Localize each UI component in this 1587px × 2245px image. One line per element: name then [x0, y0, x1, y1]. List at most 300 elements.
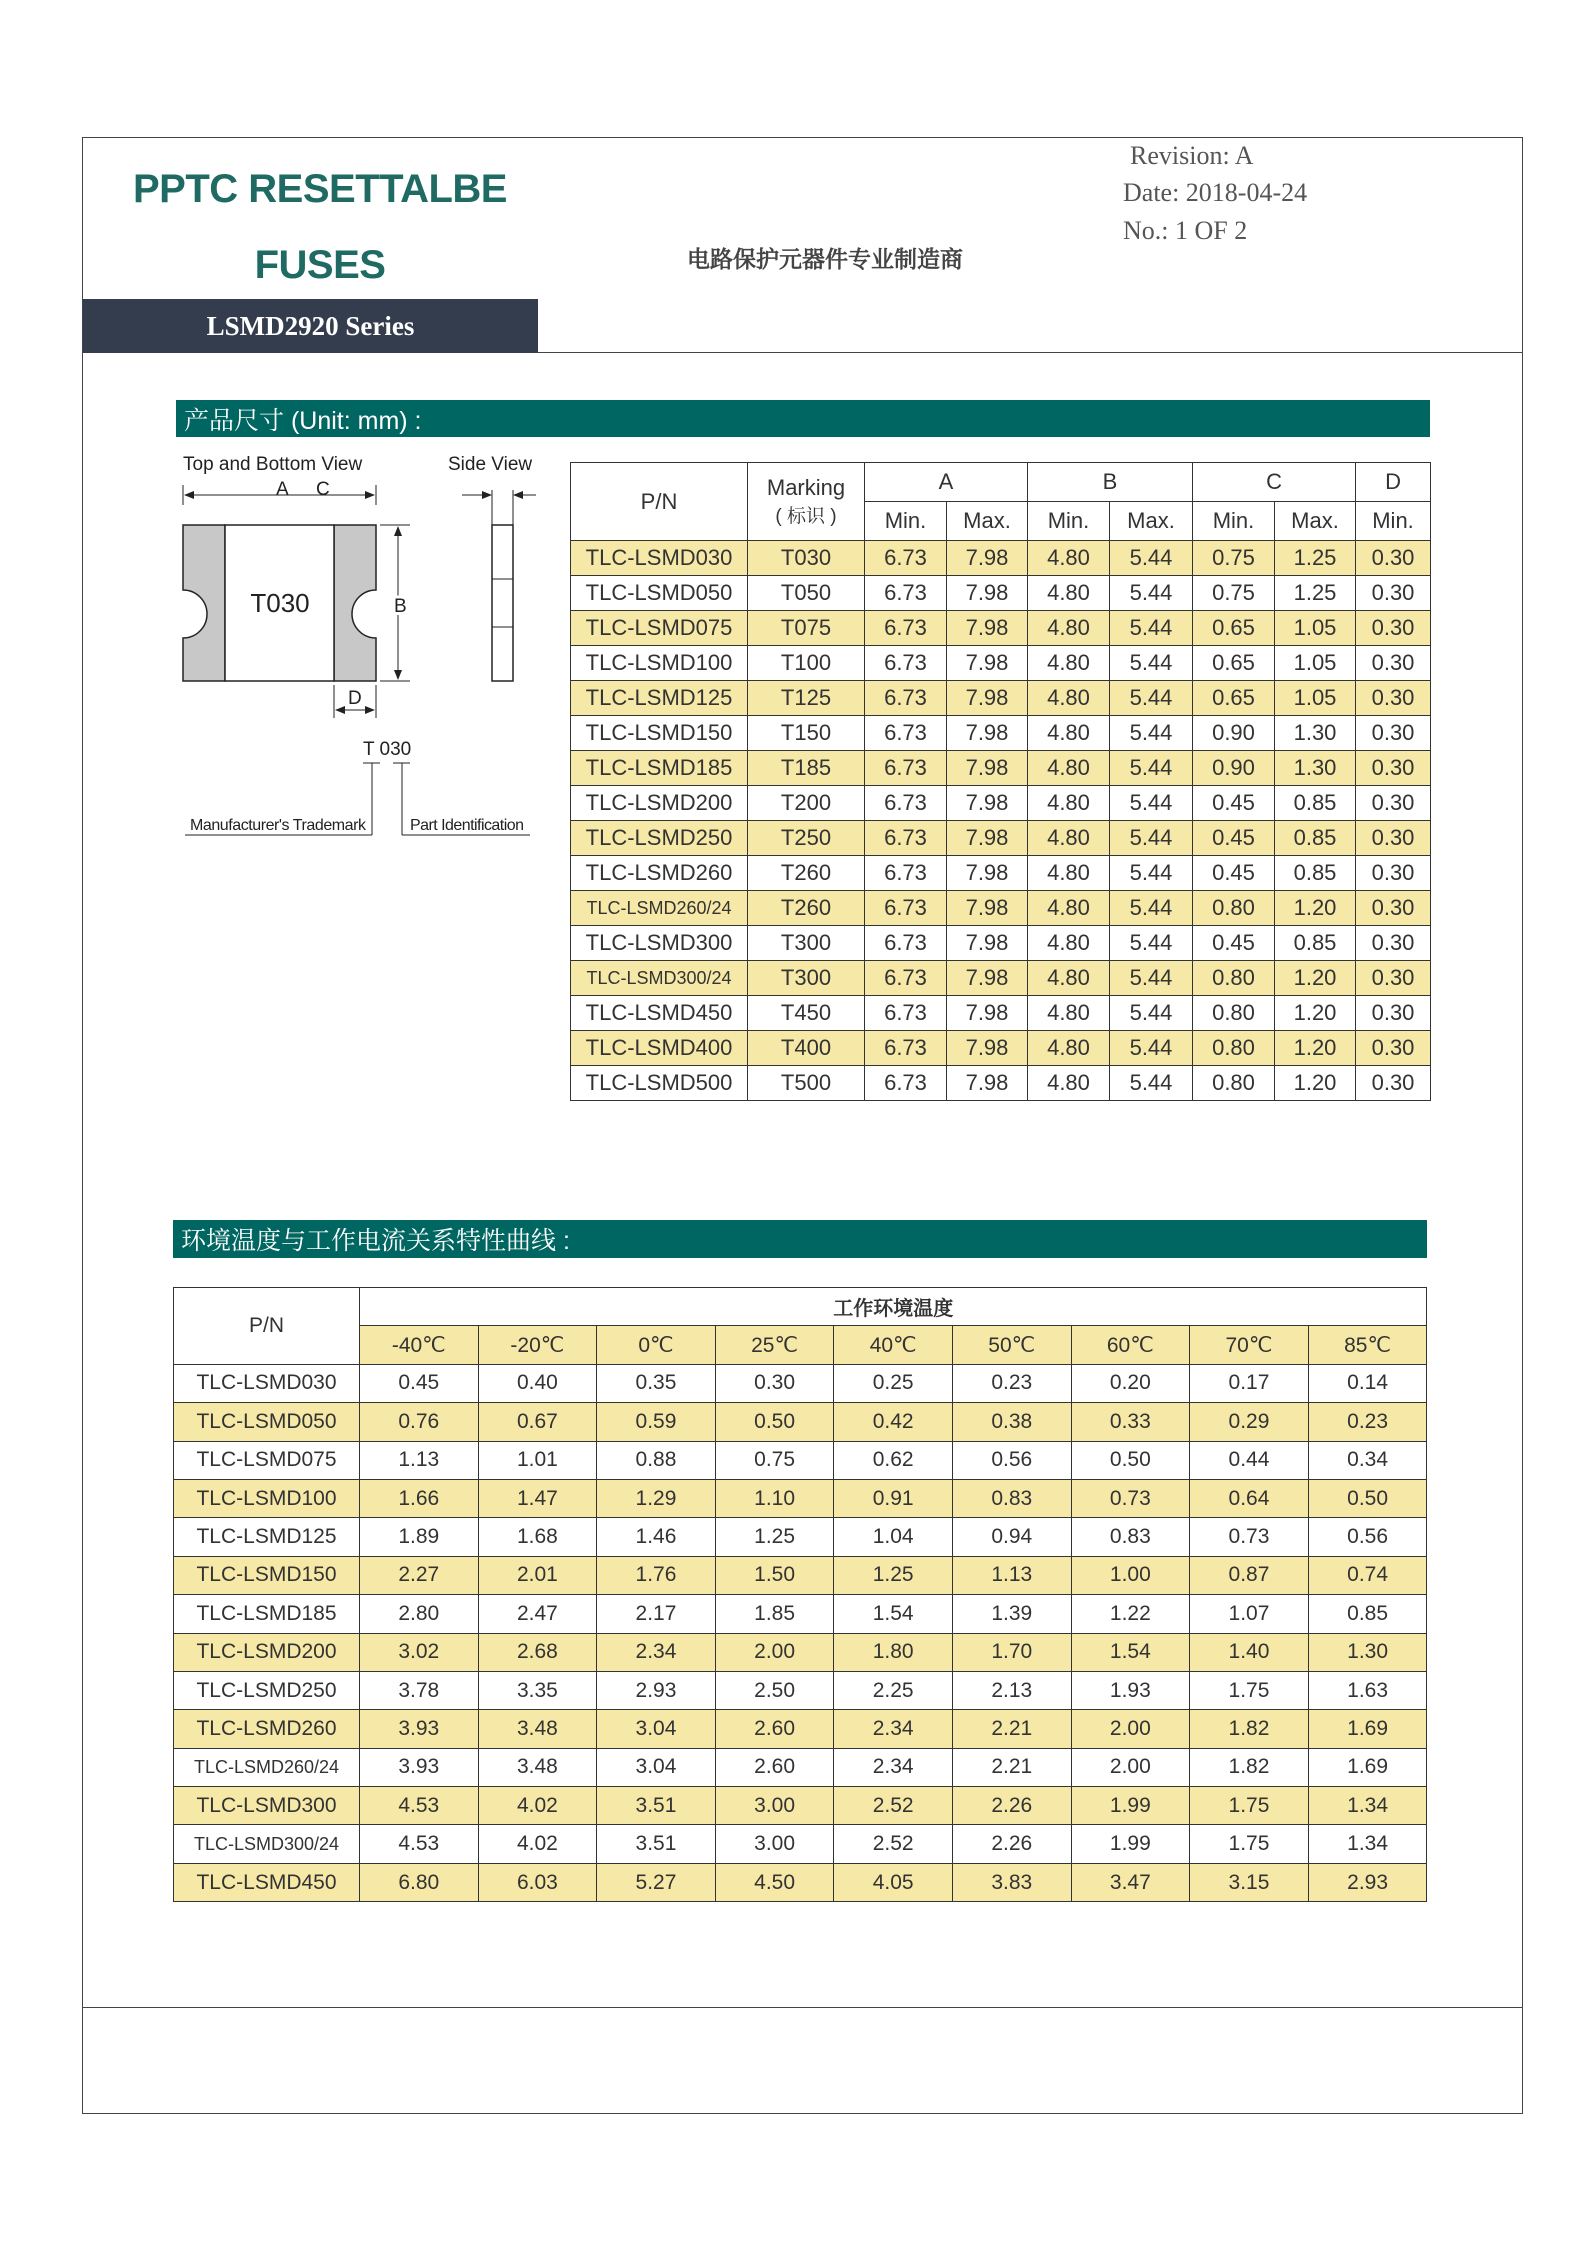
- dimension-cell: 7.98: [947, 996, 1028, 1031]
- temperature-header: 50℃: [952, 1326, 1071, 1364]
- dimension-cell: 6.73: [865, 786, 947, 821]
- dimension-cell: 5.44: [1110, 1031, 1193, 1066]
- side-view-label: Side View: [448, 454, 533, 475]
- dimension-cell: 4.80: [1028, 576, 1110, 611]
- dimension-cell: 0.30: [1356, 891, 1431, 926]
- dimension-cell: 5.44: [1110, 576, 1193, 611]
- doc-title-line1: PPTC RESETTALBE: [132, 167, 507, 211]
- table-row: [571, 611, 1431, 646]
- subheader-2: Min.: [1028, 502, 1110, 541]
- dimension-cell: 1.05: [1275, 681, 1356, 716]
- current-cell: 2.50: [715, 1671, 834, 1709]
- dimension-cell: 5.44: [1110, 996, 1193, 1031]
- dimension-cell: 0.30: [1356, 541, 1431, 576]
- current-cell: 1.10: [715, 1479, 834, 1517]
- current-cell: 1.25: [715, 1518, 834, 1556]
- current-cell: 0.85: [1308, 1595, 1427, 1633]
- current-cell: 0.76: [360, 1403, 479, 1441]
- current-cell: 0.88: [597, 1441, 716, 1479]
- current-cell: 0.33: [1071, 1403, 1190, 1441]
- dimension-cell: 7.98: [947, 1031, 1028, 1066]
- dimension-cell: 1.20: [1275, 996, 1356, 1031]
- current-cell: 1.54: [1071, 1633, 1190, 1671]
- table-row: [174, 1556, 1427, 1594]
- marking-header-en: Marking: [766, 475, 846, 500]
- marking-example: T 030: [363, 739, 412, 760]
- current-cell: 0.73: [1071, 1479, 1190, 1517]
- dimension-cell: 0.45: [1193, 786, 1275, 821]
- current-cell: 2.00: [1071, 1748, 1190, 1786]
- dimension-cell: 0.30: [1356, 751, 1431, 786]
- dim-c-label: C: [316, 479, 330, 500]
- footer-divider: [82, 2007, 1523, 2008]
- dimension-cell: 0.75: [1193, 576, 1275, 611]
- dimension-cell: 1.30: [1275, 751, 1356, 786]
- current-cell: 1.47: [478, 1479, 597, 1517]
- part-number-cell: TLC-LSMD300/24: [571, 961, 748, 996]
- subheader-5: Max.: [1275, 502, 1356, 541]
- table-row: [571, 821, 1431, 856]
- table-row: [174, 1518, 1427, 1556]
- current-cell: 1.85: [715, 1595, 834, 1633]
- subheader-4: Min.: [1193, 502, 1275, 541]
- table-row: [174, 1825, 1427, 1863]
- temperature-header: 40℃: [834, 1326, 953, 1364]
- page-number: No.: 1 OF 2: [1123, 216, 1248, 245]
- dimension-cell: 5.44: [1110, 751, 1193, 786]
- table-row: [174, 1633, 1427, 1671]
- part-number-cell: TLC-LSMD150: [174, 1556, 360, 1594]
- dimension-cell: 1.30: [1275, 716, 1356, 751]
- current-cell: 1.75: [1190, 1787, 1309, 1825]
- dimension-cell: 7.98: [947, 1066, 1028, 1101]
- table-row: [174, 1403, 1427, 1441]
- current-cell: 3.15: [1190, 1863, 1309, 1901]
- table-row: [174, 1364, 1427, 1402]
- dim-b-label: B: [394, 596, 407, 617]
- part-number-cell: TLC-LSMD300/24: [174, 1825, 360, 1863]
- dimension-cell: 7.98: [947, 821, 1028, 856]
- dimension-cell: 5.44: [1110, 961, 1193, 996]
- dimension-cell: 4.80: [1028, 716, 1110, 751]
- current-cell: 1.01: [478, 1441, 597, 1479]
- current-cell: 1.54: [834, 1595, 953, 1633]
- dimension-cell: 0.85: [1275, 856, 1356, 891]
- current-cell: 4.02: [478, 1787, 597, 1825]
- dimension-cell: 5.44: [1110, 856, 1193, 891]
- part-number-cell: TLC-LSMD200: [571, 786, 748, 821]
- dimension-cell: 6.73: [865, 1066, 947, 1101]
- current-cell: 0.34: [1308, 1441, 1427, 1479]
- current-cell: 1.39: [952, 1595, 1071, 1633]
- current-cell: 2.60: [715, 1748, 834, 1786]
- current-cell: 3.04: [597, 1710, 716, 1748]
- dimension-cell: 4.80: [1028, 926, 1110, 961]
- part-number-cell: TLC-LSMD050: [174, 1403, 360, 1441]
- current-cell: 0.74: [1308, 1556, 1427, 1594]
- dimension-cell: 6.73: [865, 576, 947, 611]
- dimension-cell: 0.30: [1356, 926, 1431, 961]
- part-number-cell: TLC-LSMD450: [174, 1863, 360, 1901]
- current-cell: 2.01: [478, 1556, 597, 1594]
- dimension-cell: 0.45: [1193, 821, 1275, 856]
- part-number-cell: TLC-LSMD125: [174, 1518, 360, 1556]
- dim-d-label: D: [348, 688, 362, 709]
- table-row: [571, 996, 1431, 1031]
- dimension-cell: 7.98: [947, 751, 1028, 786]
- current-cell: 0.30: [715, 1364, 834, 1402]
- dimensions-table: [570, 462, 1431, 1101]
- table-row: [174, 1671, 1427, 1709]
- pn-header: P/N: [174, 1288, 360, 1365]
- dimension-cell: 0.30: [1356, 996, 1431, 1031]
- dimension-cell: 5.44: [1110, 611, 1193, 646]
- table-row: [571, 1066, 1431, 1101]
- table-row: [571, 716, 1431, 751]
- dimension-cell: 4.80: [1028, 786, 1110, 821]
- subheader-6: Min.: [1356, 502, 1431, 541]
- current-cell: 2.21: [952, 1748, 1071, 1786]
- dimension-cell: 6.73: [865, 996, 947, 1031]
- temperature-header: -20℃: [478, 1326, 597, 1364]
- dimension-cell: 0.45: [1193, 926, 1275, 961]
- current-cell: 1.07: [1190, 1595, 1309, 1633]
- temperature-header: 0℃: [597, 1326, 716, 1364]
- current-cell: 2.13: [952, 1671, 1071, 1709]
- side-view-body: [492, 525, 513, 681]
- group-b-header: B: [1028, 463, 1193, 502]
- current-cell: 1.22: [1071, 1595, 1190, 1633]
- part-number-cell: TLC-LSMD400: [571, 1031, 748, 1066]
- dimension-cell: 4.80: [1028, 821, 1110, 856]
- current-cell: 0.50: [1308, 1479, 1427, 1517]
- current-cell: 1.89: [360, 1518, 479, 1556]
- marking-cell: T300: [748, 961, 865, 996]
- dimension-cell: 5.44: [1110, 926, 1193, 961]
- current-cell: 0.73: [1190, 1518, 1309, 1556]
- marking-cell: T200: [748, 786, 865, 821]
- table-row: [571, 751, 1431, 786]
- current-cell: 1.13: [952, 1556, 1071, 1594]
- dimension-cell: 7.98: [947, 541, 1028, 576]
- part-number-cell: TLC-LSMD075: [571, 611, 748, 646]
- part-number-cell: TLC-LSMD125: [571, 681, 748, 716]
- part-number-cell: TLC-LSMD030: [571, 541, 748, 576]
- current-cell: 2.25: [834, 1671, 953, 1709]
- part-number-cell: TLC-LSMD300: [571, 926, 748, 961]
- part-number-cell: TLC-LSMD250: [174, 1671, 360, 1709]
- current-cell: 2.17: [597, 1595, 716, 1633]
- series-banner: LSMD2920 Series: [83, 299, 538, 353]
- dimension-cell: 7.98: [947, 646, 1028, 681]
- current-cell: 0.67: [478, 1403, 597, 1441]
- table-row: [571, 646, 1431, 681]
- part-number-cell: TLC-LSMD150: [571, 716, 748, 751]
- table-row: [571, 856, 1431, 891]
- dim-a-label: A: [276, 479, 289, 500]
- dimension-cell: 7.98: [947, 681, 1028, 716]
- current-cell: 0.75: [715, 1441, 834, 1479]
- dimension-cell: 0.80: [1193, 961, 1275, 996]
- section-temperature-title: 环境温度与工作电流关系特性曲线 :: [173, 1220, 1427, 1258]
- current-cell: 1.93: [1071, 1671, 1190, 1709]
- dimension-cell: 4.80: [1028, 891, 1110, 926]
- part-number-cell: TLC-LSMD260: [174, 1710, 360, 1748]
- current-cell: 2.93: [1308, 1863, 1427, 1901]
- current-cell: 1.66: [360, 1479, 479, 1517]
- dimension-cell: 0.30: [1356, 611, 1431, 646]
- dimension-cell: 5.44: [1110, 681, 1193, 716]
- current-cell: 0.42: [834, 1403, 953, 1441]
- dimension-cell: 1.20: [1275, 891, 1356, 926]
- current-cell: 1.50: [715, 1556, 834, 1594]
- current-cell: 1.69: [1308, 1710, 1427, 1748]
- dimension-cell: 5.44: [1110, 1066, 1193, 1101]
- current-cell: 3.00: [715, 1825, 834, 1863]
- doc-title-line2: FUSES: [254, 243, 386, 287]
- current-cell: 1.00: [1071, 1556, 1190, 1594]
- group-a-header: A: [865, 463, 1028, 502]
- current-cell: 1.82: [1190, 1748, 1309, 1786]
- table-row: [174, 1595, 1427, 1633]
- dimension-cell: 0.65: [1193, 681, 1275, 716]
- dimension-cell: 5.44: [1110, 891, 1193, 926]
- marking-cell: T300: [748, 926, 865, 961]
- current-cell: 3.48: [478, 1710, 597, 1748]
- current-cell: 1.82: [1190, 1710, 1309, 1748]
- subheader-0: Min.: [865, 502, 947, 541]
- dimension-cell: 0.85: [1275, 926, 1356, 961]
- current-cell: 0.64: [1190, 1479, 1309, 1517]
- temperature-group-header: 工作环境温度: [360, 1288, 1427, 1326]
- current-cell: 4.50: [715, 1863, 834, 1901]
- current-cell: 3.78: [360, 1671, 479, 1709]
- dimension-cell: 0.30: [1356, 786, 1431, 821]
- current-cell: 0.56: [952, 1441, 1071, 1479]
- current-cell: 2.00: [1071, 1710, 1190, 1748]
- dimension-cell: 0.30: [1356, 576, 1431, 611]
- part-number-cell: TLC-LSMD050: [571, 576, 748, 611]
- current-cell: 0.83: [1071, 1518, 1190, 1556]
- part-number-cell: TLC-LSMD500: [571, 1066, 748, 1101]
- marking-cell: T400: [748, 1031, 865, 1066]
- current-cell: 3.48: [478, 1748, 597, 1786]
- chip-marking: T030: [250, 588, 310, 618]
- marking-cell: T075: [748, 611, 865, 646]
- temperature-header: 70℃: [1190, 1326, 1309, 1364]
- current-cell: 2.52: [834, 1787, 953, 1825]
- current-cell: 4.02: [478, 1825, 597, 1863]
- dimension-cell: 4.80: [1028, 751, 1110, 786]
- part-number-cell: TLC-LSMD450: [571, 996, 748, 1031]
- dimension-cell: 4.80: [1028, 996, 1110, 1031]
- table-row: [571, 891, 1431, 926]
- current-cell: 1.76: [597, 1556, 716, 1594]
- current-cell: 2.27: [360, 1556, 479, 1594]
- current-cell: 1.69: [1308, 1748, 1427, 1786]
- current-cell: 0.45: [360, 1364, 479, 1402]
- current-cell: 1.46: [597, 1518, 716, 1556]
- current-cell: 0.23: [952, 1364, 1071, 1402]
- dimension-cell: 0.30: [1356, 681, 1431, 716]
- current-cell: 0.91: [834, 1479, 953, 1517]
- marking-cell: T050: [748, 576, 865, 611]
- part-number-cell: TLC-LSMD200: [174, 1633, 360, 1671]
- current-cell: 0.44: [1190, 1441, 1309, 1479]
- dimension-cell: 6.73: [865, 681, 947, 716]
- temperature-header: -40℃: [360, 1326, 479, 1364]
- table-row: [571, 1031, 1431, 1066]
- current-cell: 2.34: [597, 1633, 716, 1671]
- dimension-cell: 1.05: [1275, 646, 1356, 681]
- current-cell: 1.63: [1308, 1671, 1427, 1709]
- temperature-header: 60℃: [1071, 1326, 1190, 1364]
- current-cell: 2.34: [834, 1710, 953, 1748]
- table-row: [174, 1441, 1427, 1479]
- current-cell: 4.05: [834, 1863, 953, 1901]
- dimension-cell: 1.25: [1275, 576, 1356, 611]
- current-cell: 4.53: [360, 1825, 479, 1863]
- table-row: [174, 1710, 1427, 1748]
- dimension-cell: 4.80: [1028, 646, 1110, 681]
- dimension-cell: 0.30: [1356, 856, 1431, 891]
- current-cell: 0.29: [1190, 1403, 1309, 1441]
- subheader-1: Max.: [947, 502, 1028, 541]
- current-cell: 3.47: [1071, 1863, 1190, 1901]
- marking-cell: T450: [748, 996, 865, 1031]
- marking-header-cn: ( 标识 ): [775, 506, 837, 527]
- current-cell: 0.23: [1308, 1403, 1427, 1441]
- marking-cell: T030: [748, 541, 865, 576]
- section-dimensions-title: 产品尺寸 (Unit: mm) :: [176, 400, 1430, 437]
- revision: Revision: A: [1130, 141, 1254, 170]
- dimension-cell: 5.44: [1110, 786, 1193, 821]
- part-number-cell: TLC-LSMD100: [571, 646, 748, 681]
- current-cell: 3.00: [715, 1787, 834, 1825]
- trademark-label: Manufacturer's Trademark: [190, 817, 366, 834]
- table-row: [571, 541, 1431, 576]
- part-number-cell: TLC-LSMD260: [571, 856, 748, 891]
- temperature-header: 85℃: [1308, 1326, 1427, 1364]
- top-view-label: Top and Bottom View: [183, 454, 363, 475]
- current-cell: 3.02: [360, 1633, 479, 1671]
- current-cell: 1.40: [1190, 1633, 1309, 1671]
- current-cell: 0.83: [952, 1479, 1071, 1517]
- marking-cell: T150: [748, 716, 865, 751]
- dimension-cell: 6.73: [865, 891, 947, 926]
- dimension-cell: 6.73: [865, 1031, 947, 1066]
- current-cell: 4.53: [360, 1787, 479, 1825]
- dimension-cell: 6.73: [865, 926, 947, 961]
- part-number-cell: TLC-LSMD260/24: [174, 1748, 360, 1786]
- current-cell: 6.03: [478, 1863, 597, 1901]
- current-cell: 0.20: [1071, 1364, 1190, 1402]
- marking-cell: T260: [748, 891, 865, 926]
- current-cell: 0.40: [478, 1364, 597, 1402]
- dimension-cell: 1.25: [1275, 541, 1356, 576]
- pn-header: P/N: [571, 463, 748, 541]
- table-row: [174, 1479, 1427, 1517]
- group-c-header: C: [1193, 463, 1356, 502]
- dimension-cell: 4.80: [1028, 856, 1110, 891]
- table-row: [571, 576, 1431, 611]
- date: Date: 2018-04-24: [1123, 178, 1308, 207]
- dimension-cell: 7.98: [947, 716, 1028, 751]
- dimension-cell: 0.80: [1193, 1031, 1275, 1066]
- dimension-cell: 6.73: [865, 541, 947, 576]
- dimension-cell: 5.44: [1110, 821, 1193, 856]
- current-cell: 2.00: [715, 1633, 834, 1671]
- current-cell: 1.68: [478, 1518, 597, 1556]
- table-row: [571, 786, 1431, 821]
- table-row: [571, 681, 1431, 716]
- marking-cell: T500: [748, 1066, 865, 1101]
- dimension-cell: 0.80: [1193, 1066, 1275, 1101]
- dimension-cell: 6.73: [865, 646, 947, 681]
- current-cell: 0.38: [952, 1403, 1071, 1441]
- current-cell: 3.51: [597, 1787, 716, 1825]
- dimension-cell: 6.73: [865, 611, 947, 646]
- part-number-cell: TLC-LSMD100: [174, 1479, 360, 1517]
- dimension-cell: 5.44: [1110, 646, 1193, 681]
- current-cell: 0.62: [834, 1441, 953, 1479]
- current-cell: 2.47: [478, 1595, 597, 1633]
- current-cell: 1.13: [360, 1441, 479, 1479]
- marking-header: [748, 463, 865, 541]
- current-cell: 2.60: [715, 1710, 834, 1748]
- maker-tagline: 电路保护元器件专业制造商: [687, 246, 963, 272]
- current-cell: 1.30: [1308, 1633, 1427, 1671]
- dimension-cell: 0.65: [1193, 646, 1275, 681]
- part-number-cell: TLC-LSMD030: [174, 1364, 360, 1402]
- table-row: [571, 961, 1431, 996]
- part-number-cell: TLC-LSMD185: [174, 1595, 360, 1633]
- part-id-label: Part Identification: [410, 817, 524, 834]
- dimension-cell: 1.20: [1275, 961, 1356, 996]
- current-cell: 2.34: [834, 1748, 953, 1786]
- current-cell: 0.94: [952, 1518, 1071, 1556]
- dimension-cell: 4.80: [1028, 681, 1110, 716]
- dimension-cell: 5.44: [1110, 716, 1193, 751]
- dimension-cell: 4.80: [1028, 1066, 1110, 1101]
- dimension-cell: 0.45: [1193, 856, 1275, 891]
- dimension-cell: 0.90: [1193, 751, 1275, 786]
- current-cell: 0.17: [1190, 1364, 1309, 1402]
- current-cell: 1.75: [1190, 1825, 1309, 1863]
- dimension-cell: 7.98: [947, 926, 1028, 961]
- dimension-cell: 7.98: [947, 856, 1028, 891]
- dimension-cell: 4.80: [1028, 1031, 1110, 1066]
- current-cell: 1.34: [1308, 1825, 1427, 1863]
- subheader-3: Max.: [1110, 502, 1193, 541]
- current-cell: 0.50: [1071, 1441, 1190, 1479]
- table-row: [174, 1748, 1427, 1786]
- dimension-cell: 6.73: [865, 751, 947, 786]
- dimension-diagram: [170, 440, 560, 860]
- table-row: [174, 1863, 1427, 1901]
- dimension-cell: 7.98: [947, 891, 1028, 926]
- current-cell: 2.68: [478, 1633, 597, 1671]
- temperature-header: 25℃: [715, 1326, 834, 1364]
- current-cell: 0.35: [597, 1364, 716, 1402]
- current-cell: 3.93: [360, 1748, 479, 1786]
- marking-cell: T260: [748, 856, 865, 891]
- part-number-cell: TLC-LSMD075: [174, 1441, 360, 1479]
- group-d-header: D: [1356, 463, 1431, 502]
- dimension-cell: 6.73: [865, 856, 947, 891]
- current-cell: 1.34: [1308, 1787, 1427, 1825]
- dimension-cell: 1.05: [1275, 611, 1356, 646]
